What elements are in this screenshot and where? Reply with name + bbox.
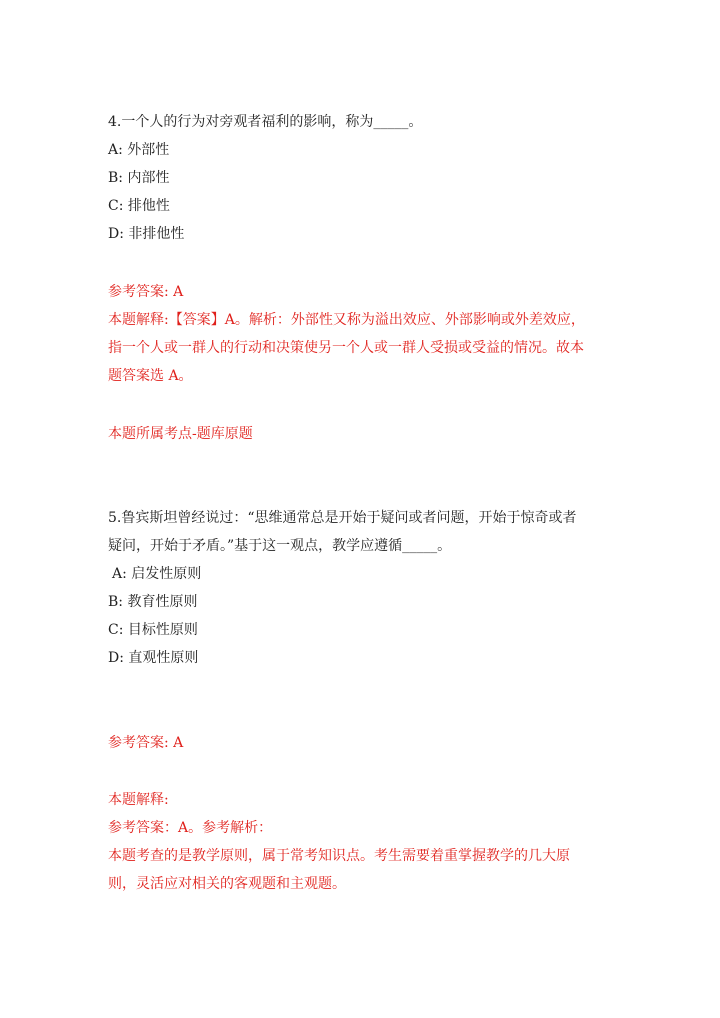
q4-option-a: A: 外部性 bbox=[108, 142, 170, 158]
q5-answer: 参考答案: A bbox=[108, 735, 184, 751]
q5-option-a: A: 启发性原则 bbox=[112, 566, 202, 582]
q5-explanation-line-2: 则，灵活应对相关的客观题和主观题。 bbox=[108, 876, 346, 892]
q4-option-c: C: 排他性 bbox=[108, 198, 170, 214]
q5-explanation-line-1: 本题考查的是教学原则，属于常考知识点。考生需要着重掌握教学的几大原 bbox=[108, 848, 570, 864]
q4-topic: 本题所属考点-题库原题 bbox=[108, 426, 253, 442]
q5-explanation-label: 本题解释: bbox=[108, 792, 169, 808]
q5-option-d: D: 直观性原则 bbox=[108, 650, 199, 666]
q4-explanation-line-1: 本题解释:【答案】A。解析：外部性又称为溢出效应、外部影响或外差效应， bbox=[108, 312, 585, 328]
q5-stem-line-2: 疑问，开始于矛盾。”基于这一观点，教学应遵循_____。 bbox=[108, 538, 452, 554]
q4-option-b: B: 内部性 bbox=[108, 170, 170, 186]
q4-explanation-line-2: 指一个人或一群人的行动和决策使另一个人或一群人受损或受益的情况。故本 bbox=[108, 340, 584, 356]
q4-option-d: D: 非排他性 bbox=[108, 226, 185, 242]
q4-answer: 参考答案: A bbox=[108, 284, 184, 300]
q5-stem-line-1: 5.鲁宾斯坦曾经说过：“思维通常总是开始于疑问或者问题，开始于惊奇或者 bbox=[108, 510, 577, 526]
q4-stem: 4.一个人的行为对旁观者福利的影响，称为_____。 bbox=[108, 114, 423, 130]
q5-option-b: B: 教育性原则 bbox=[108, 594, 198, 610]
q5-option-c: C: 目标性原则 bbox=[108, 622, 198, 638]
q4-explanation-line-3: 题答案选 A。 bbox=[108, 368, 193, 384]
q5-analysis-label: 参考答案：A。参考解析： bbox=[108, 820, 273, 836]
